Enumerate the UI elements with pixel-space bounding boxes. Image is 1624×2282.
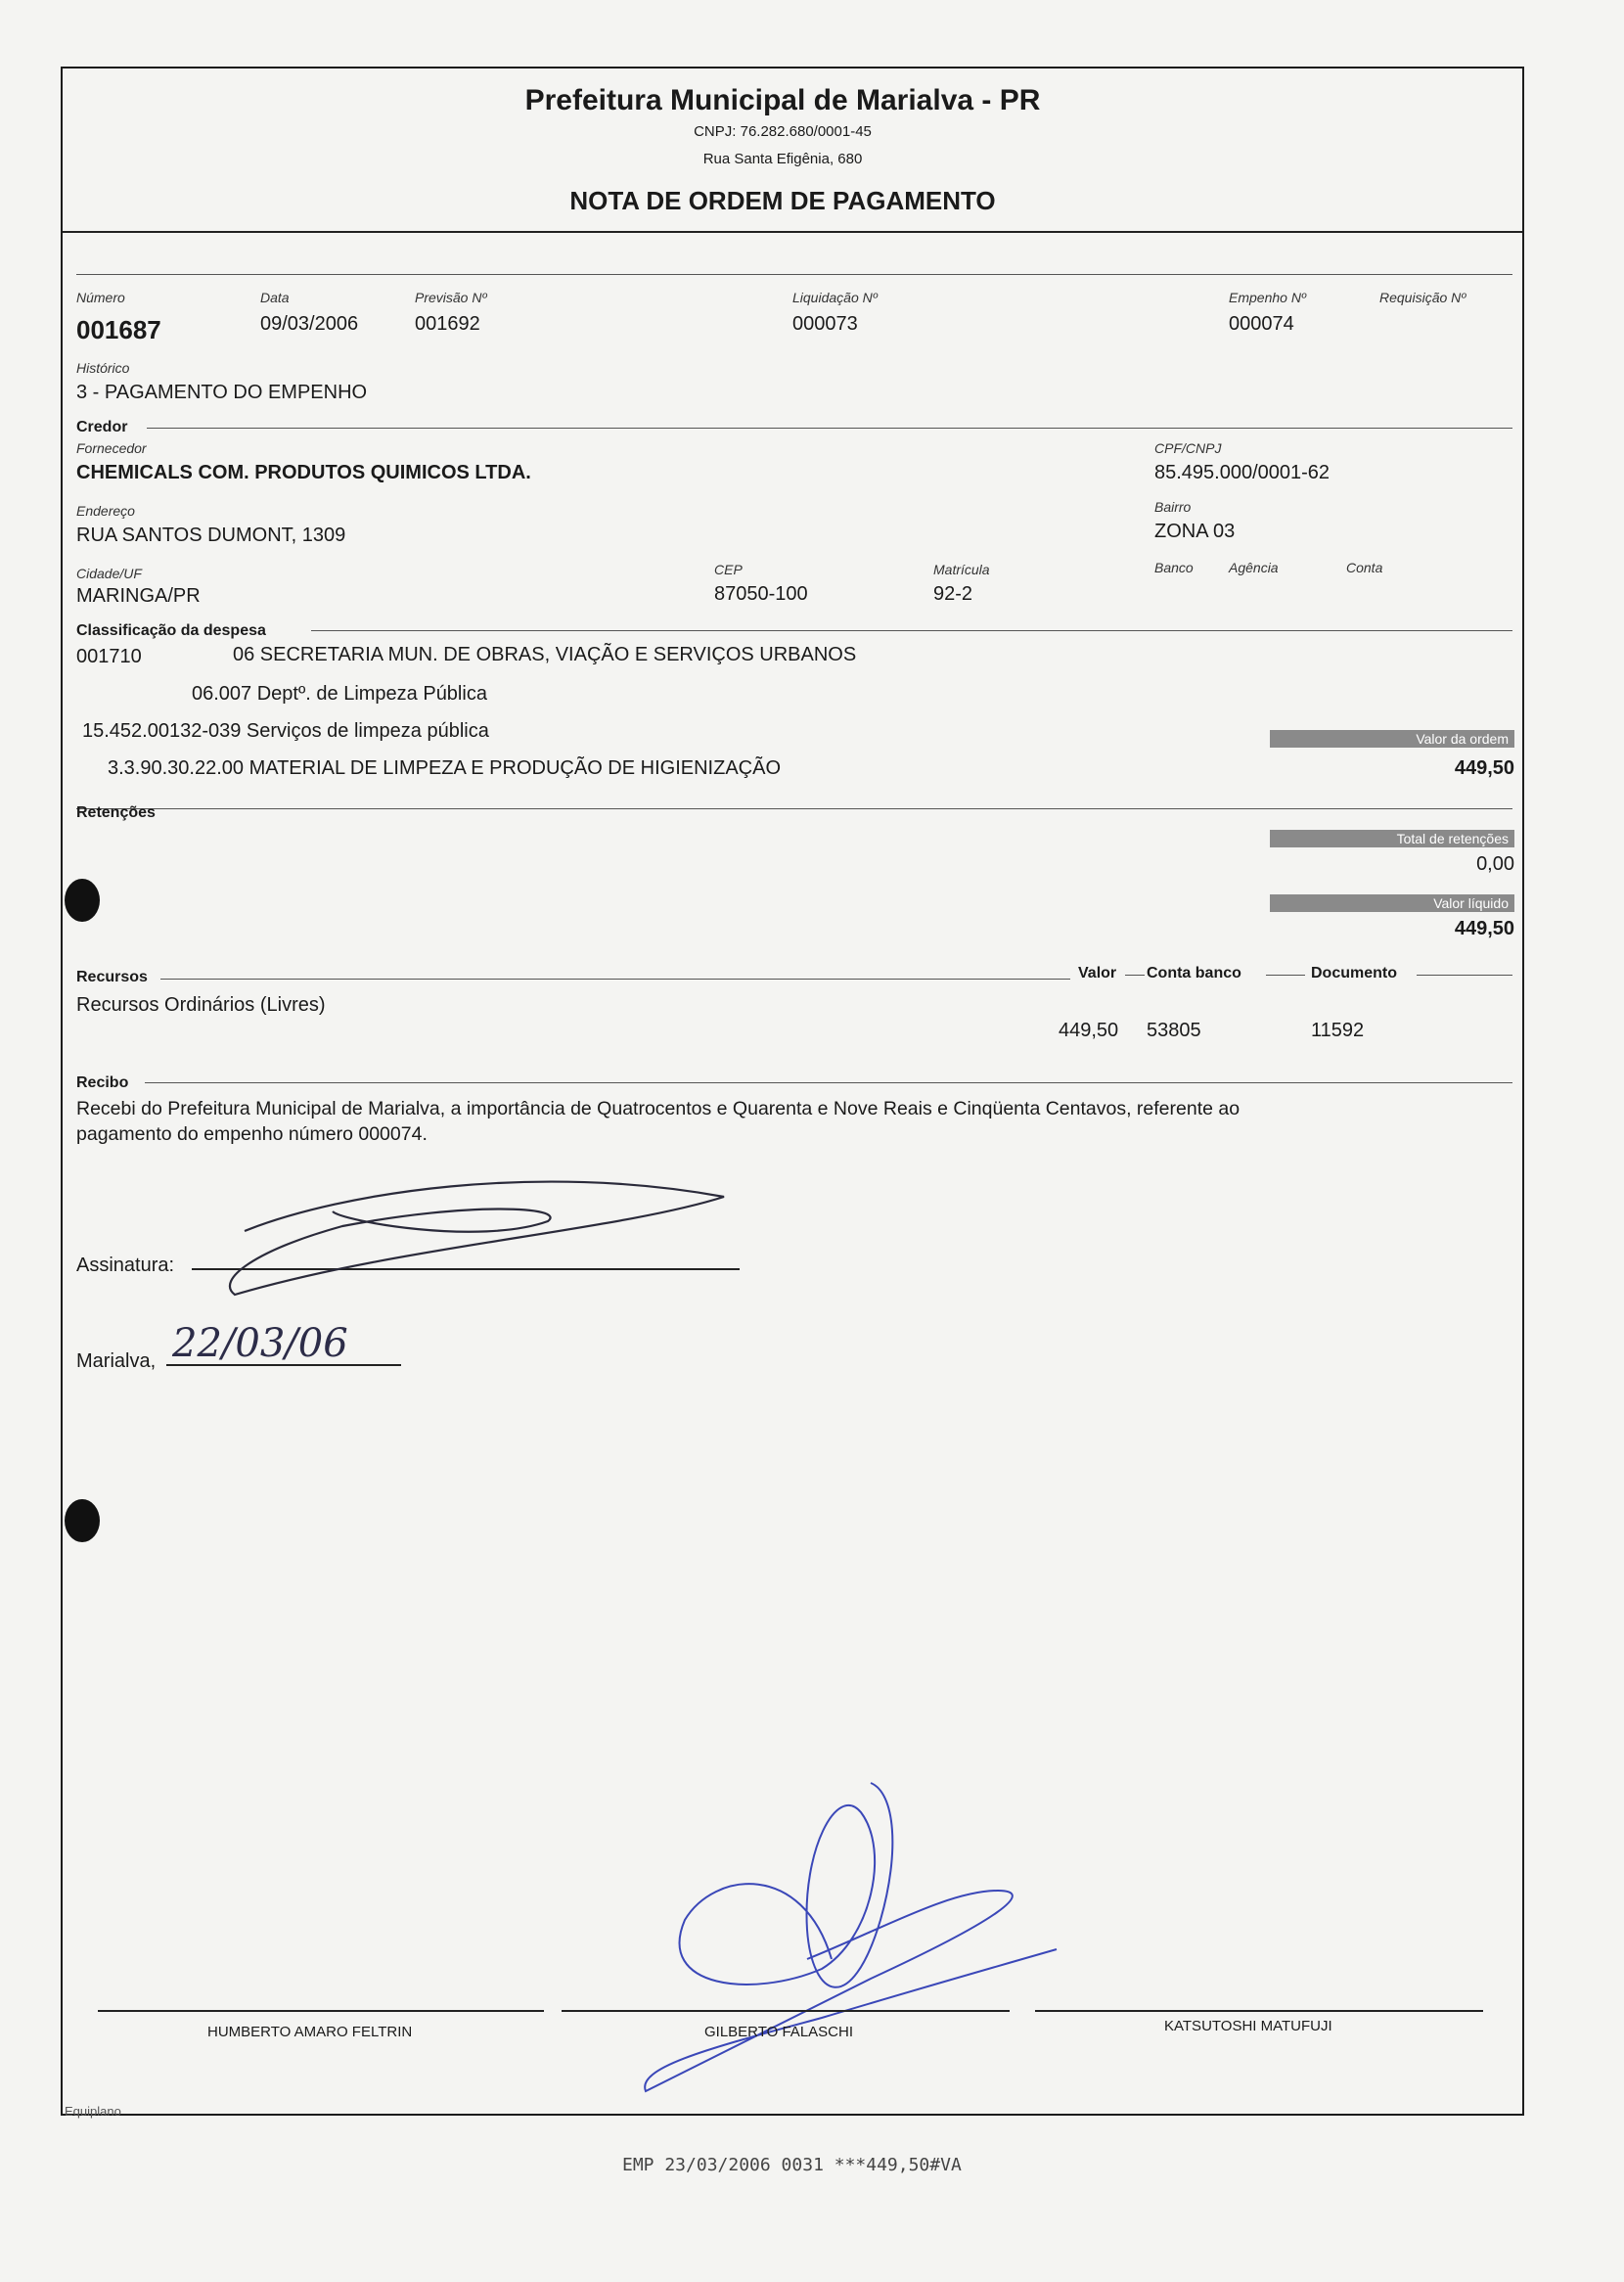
cnpj-line: CNPJ: 76.282.680/0001-45 xyxy=(694,123,872,140)
endereco-label: Endereço xyxy=(76,503,135,519)
retencoes-divider xyxy=(76,808,1512,809)
recursos-valor: 449,50 xyxy=(1059,1020,1119,1041)
requisicao-label: Requisição Nº xyxy=(1379,290,1466,305)
document-title: NOTA DE ORDEM DE PAGAMENTO xyxy=(569,186,996,215)
retencoes-section: Retenções xyxy=(76,804,156,821)
recursos-conta: 53805 xyxy=(1147,1020,1201,1041)
valor-ordem-value: 449,50 xyxy=(1454,757,1514,779)
numero-label: Número xyxy=(76,290,125,305)
bairro-value: ZONA 03 xyxy=(1154,521,1236,542)
recursos-item: Recursos Ordinários (Livres) xyxy=(76,994,326,1016)
credor-section: Credor xyxy=(76,419,128,435)
signatory-line-1 xyxy=(98,2010,544,2012)
valor-ordem-label: Valor da ordem xyxy=(1270,730,1514,748)
cpf-label: CPF/CNPJ xyxy=(1154,440,1222,456)
signatory-line-2 xyxy=(562,2010,1010,2012)
liquidacao-label: Liquidação Nº xyxy=(792,290,878,305)
header-divider-thin xyxy=(76,274,1512,275)
recibo-text-1: Recebi do Prefeitura Municipal de Marialva, a importância de Quatrocentos e Quarenta e Nove Reais e Cinqüenta Centavos, referente ao xyxy=(76,1098,1241,1119)
empenho-label: Empenho Nº xyxy=(1229,290,1307,305)
recursos-conta-label: Conta banco xyxy=(1147,965,1241,981)
agencia-label: Agência xyxy=(1229,560,1279,575)
signatory-line-3 xyxy=(1035,2010,1483,2012)
local-label: Marialva, xyxy=(76,1350,157,1372)
recursos-divider-4 xyxy=(1417,975,1512,976)
historico-label: Histórico xyxy=(76,360,130,376)
page-title: Prefeitura Municipal de Marialva - PR xyxy=(524,84,1041,116)
recursos-divider xyxy=(160,979,1070,980)
data-value: 09/03/2006 xyxy=(260,313,359,335)
handwritten-date: 22/03/06 xyxy=(172,1321,348,1366)
matricula-label: Matrícula xyxy=(933,562,990,577)
banco-label: Banco xyxy=(1154,560,1194,575)
cpf-value: 85.495.000/0001-62 xyxy=(1154,462,1331,483)
recursos-documento: 11592 xyxy=(1311,1020,1365,1041)
total-retencoes-value: 0,00 xyxy=(1476,853,1514,875)
data-label: Data xyxy=(260,290,290,305)
valor-liquido-value: 449,50 xyxy=(1454,918,1514,939)
classificacao-code: 001710 xyxy=(76,646,142,667)
credor-divider xyxy=(147,428,1512,429)
signatory-3: KATSUTOSHI MATUFUJI xyxy=(1164,2018,1332,2034)
classificacao-section: Classificação da despesa xyxy=(76,622,266,639)
classificacao-divider xyxy=(311,630,1512,631)
recibo-divider xyxy=(145,1082,1512,1083)
recibo-signature xyxy=(225,1153,773,1300)
recursos-valor-label: Valor xyxy=(1078,965,1117,981)
previsao-label: Previsão Nº xyxy=(415,290,487,305)
header-divider xyxy=(63,231,1522,233)
recursos-section: Recursos xyxy=(76,969,148,985)
previsao-value: 001692 xyxy=(415,313,480,335)
cep-label: CEP xyxy=(714,562,743,577)
official-signature xyxy=(626,1773,1076,2106)
conta-label: Conta xyxy=(1346,560,1383,575)
fornecedor-value: CHEMICALS COM. PRODUTOS QUIMICOS LTDA. xyxy=(76,462,531,483)
signatory-1: HUMBERTO AMARO FELTRIN xyxy=(207,2024,413,2040)
total-retencoes-label: Total de retenções xyxy=(1270,830,1514,847)
software-label: Equiplano xyxy=(65,2104,121,2119)
endereco-value: RUA SANTOS DUMONT, 1309 xyxy=(76,525,346,546)
address-line: Rua Santa Efigênia, 680 xyxy=(702,151,863,167)
historico-value: 3 - PAGAMENTO DO EMPENHO xyxy=(76,382,368,403)
liquidacao-value: 000073 xyxy=(792,313,858,335)
bairro-label: Bairro xyxy=(1154,499,1192,515)
classificacao-line1: 06 SECRETARIA MUN. DE OBRAS, VIAÇÃO E SERVIÇOS URBANOS xyxy=(233,644,857,665)
recursos-divider-3 xyxy=(1266,975,1305,976)
recursos-documento-label: Documento xyxy=(1311,965,1397,981)
payment-stamp: EMP 23/03/2006 0031 ***449,50#VA xyxy=(622,2155,962,2175)
empenho-value: 000074 xyxy=(1229,313,1294,335)
cidade-label: Cidade/UF xyxy=(76,566,142,581)
numero-value: 001687 xyxy=(76,315,161,344)
recibo-section: Recibo xyxy=(76,1074,129,1091)
signatory-2: GILBERTO FALASCHI xyxy=(704,2024,853,2040)
classificacao-line3: 15.452.00132-039 Serviços de limpeza pública xyxy=(82,720,489,742)
fornecedor-label: Fornecedor xyxy=(76,440,147,456)
cep-value: 87050-100 xyxy=(714,583,808,605)
cidade-value: MARINGA/PR xyxy=(76,585,201,607)
classificacao-line2: 06.007 Deptº. de Limpeza Pública xyxy=(192,683,487,705)
recursos-divider-2 xyxy=(1125,975,1145,976)
matricula-value: 92-2 xyxy=(933,583,973,605)
valor-liquido-label: Valor líquido xyxy=(1270,894,1514,912)
classificacao-line4: 3.3.90.30.22.00 MATERIAL DE LIMPEZA E PRODUÇÃO DE HIGIENIZAÇÃO xyxy=(108,757,781,779)
recibo-text-2: pagamento do empenho número 000074. xyxy=(76,1123,428,1145)
assinatura-label: Assinatura: xyxy=(76,1255,175,1276)
